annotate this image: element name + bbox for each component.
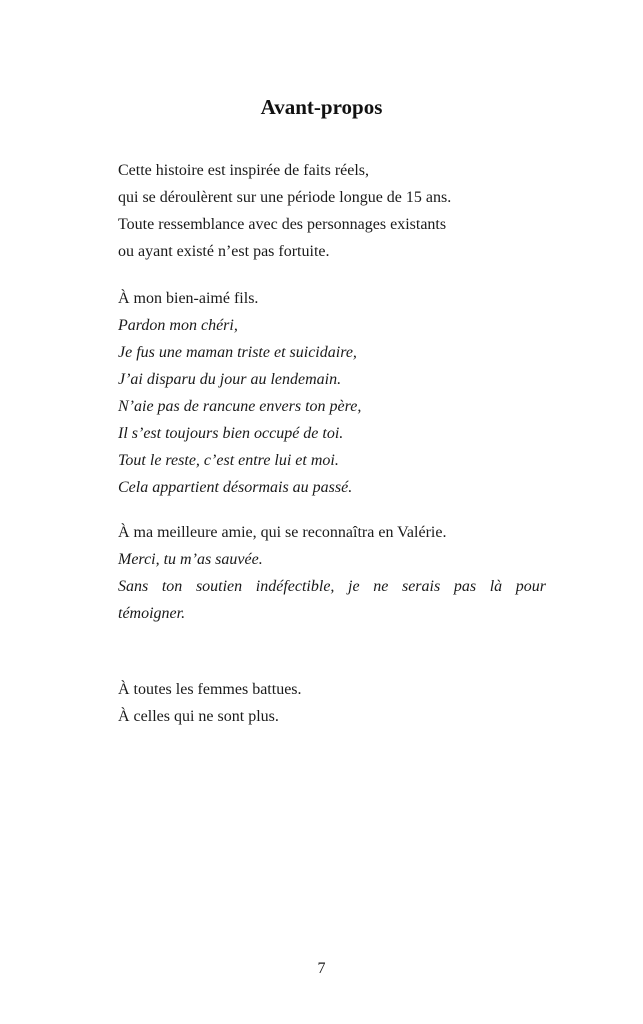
dedication-son-line: Il s’est toujours bien occupé de toi. [118, 425, 344, 442]
intro-paragraph [118, 157, 546, 265]
dedication-friend-heading: À ma meilleure amie, qui se reconnaîtra en Valérie. [118, 524, 447, 541]
dedication-son-line: Tout le reste, c’est entre lui et moi. [118, 452, 339, 469]
dedication-son-line: J’ai disparu du jour au lendemain. [118, 371, 342, 388]
dedication-friend-justified-line: Sans ton soutien indéfectible, je ne serais pas là pour [118, 578, 546, 595]
dedication-friend [118, 519, 546, 627]
dedication-son-line: N’aie pas de rancune envers ton père, [118, 398, 362, 415]
dedication-son-line: Pardon mon chéri, [118, 317, 238, 334]
dedication-son-line: Je fus une maman triste et suicidaire, [118, 344, 357, 361]
page-number: 7 [317, 960, 326, 977]
dedication-friend-line: Merci, tu m’as sauvée. [118, 551, 263, 568]
dedication-son-line: Cela appartient désormais au passé. [118, 479, 353, 496]
dedication-women [118, 676, 546, 730]
dedication-women-line: À celles qui ne sont plus. [118, 708, 279, 725]
dedication-son [118, 285, 546, 501]
intro-line: ou ayant existé n’est pas fortuite. [118, 243, 330, 260]
dedication-friend-line: témoigner. [118, 605, 186, 622]
intro-line: Cette histoire est inspirée de faits réels, [118, 162, 370, 179]
intro-line: qui se déroulèrent sur une période longue de 15 ans. [118, 189, 452, 206]
intro-line: Toute ressemblance avec des personnages existants [118, 216, 447, 233]
dedication-son-heading: À mon bien-aimé fils. [118, 290, 259, 307]
dedication-women-line: À toutes les femmes battues. [118, 681, 302, 698]
page-title: Avant-propos [260, 95, 383, 119]
